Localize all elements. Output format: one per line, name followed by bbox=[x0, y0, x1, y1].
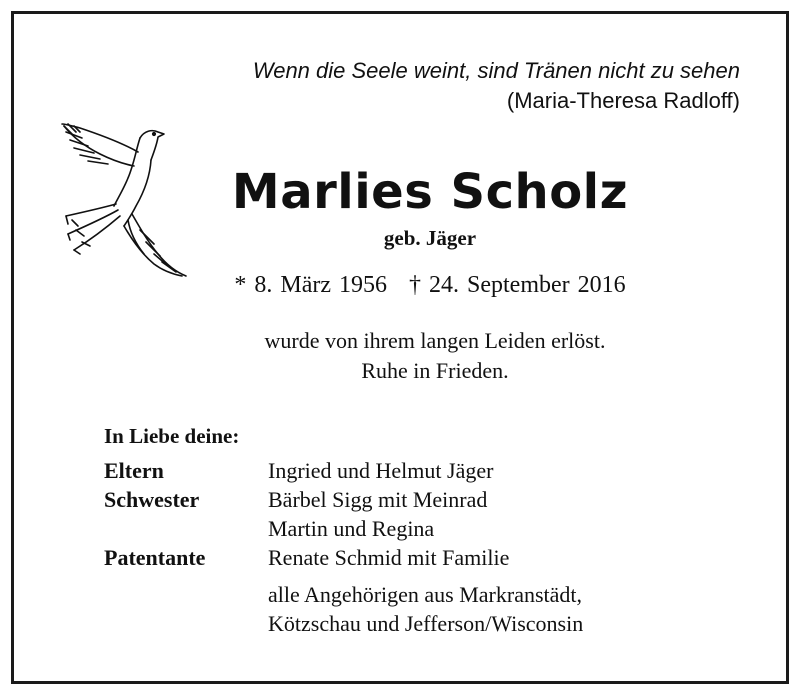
mourner-names bbox=[268, 543, 509, 572]
deceased-name: Marlies Scholz bbox=[231, 164, 629, 220]
mourner-role bbox=[104, 580, 268, 638]
mourners-heading: In Liebe deine: bbox=[104, 424, 240, 448]
life-dates bbox=[0, 272, 800, 299]
mourner-group bbox=[104, 456, 583, 485]
mourner-name: Martin und Regina bbox=[268, 516, 435, 541]
epigraph-author: (Maria-Theresa Radloff) bbox=[506, 88, 740, 113]
message-line: Ruhe in Frieden. bbox=[361, 358, 509, 383]
mourner-group bbox=[104, 580, 583, 638]
message-line: wurde von ihrem langen Leiden erlöst. bbox=[264, 328, 606, 353]
mourners-list bbox=[104, 456, 583, 638]
birth-date: * 8. März 1956 bbox=[234, 272, 387, 298]
mourner-role: Patentante bbox=[104, 545, 206, 570]
message bbox=[0, 326, 800, 386]
mourner-name: Bärbel Sigg mit Meinrad bbox=[268, 487, 488, 512]
mourner-name: Ingried und Helmut Jäger bbox=[268, 458, 494, 483]
death-date: † 24. September 2016 bbox=[409, 272, 626, 298]
maiden-name: geb. Jäger bbox=[383, 226, 477, 250]
mourner-names bbox=[268, 580, 583, 638]
mourner-group bbox=[104, 543, 583, 572]
mourner-name: Renate Schmid mit Familie bbox=[268, 545, 510, 570]
mourner-group bbox=[104, 485, 583, 543]
mourner-role: Eltern bbox=[104, 458, 164, 483]
mourner-name: Kötzschau und Jefferson/Wisconsin bbox=[268, 611, 584, 636]
epigraph-text: Wenn die Seele weint, sind Tränen nicht zu sehen bbox=[252, 58, 740, 83]
mourner-name: alle Angehörigen aus Markranstädt, bbox=[268, 582, 583, 607]
mourner-names bbox=[268, 485, 487, 543]
mourner-role: Schwester bbox=[104, 487, 200, 512]
epigraph bbox=[253, 56, 740, 116]
mourner-names bbox=[268, 456, 493, 485]
